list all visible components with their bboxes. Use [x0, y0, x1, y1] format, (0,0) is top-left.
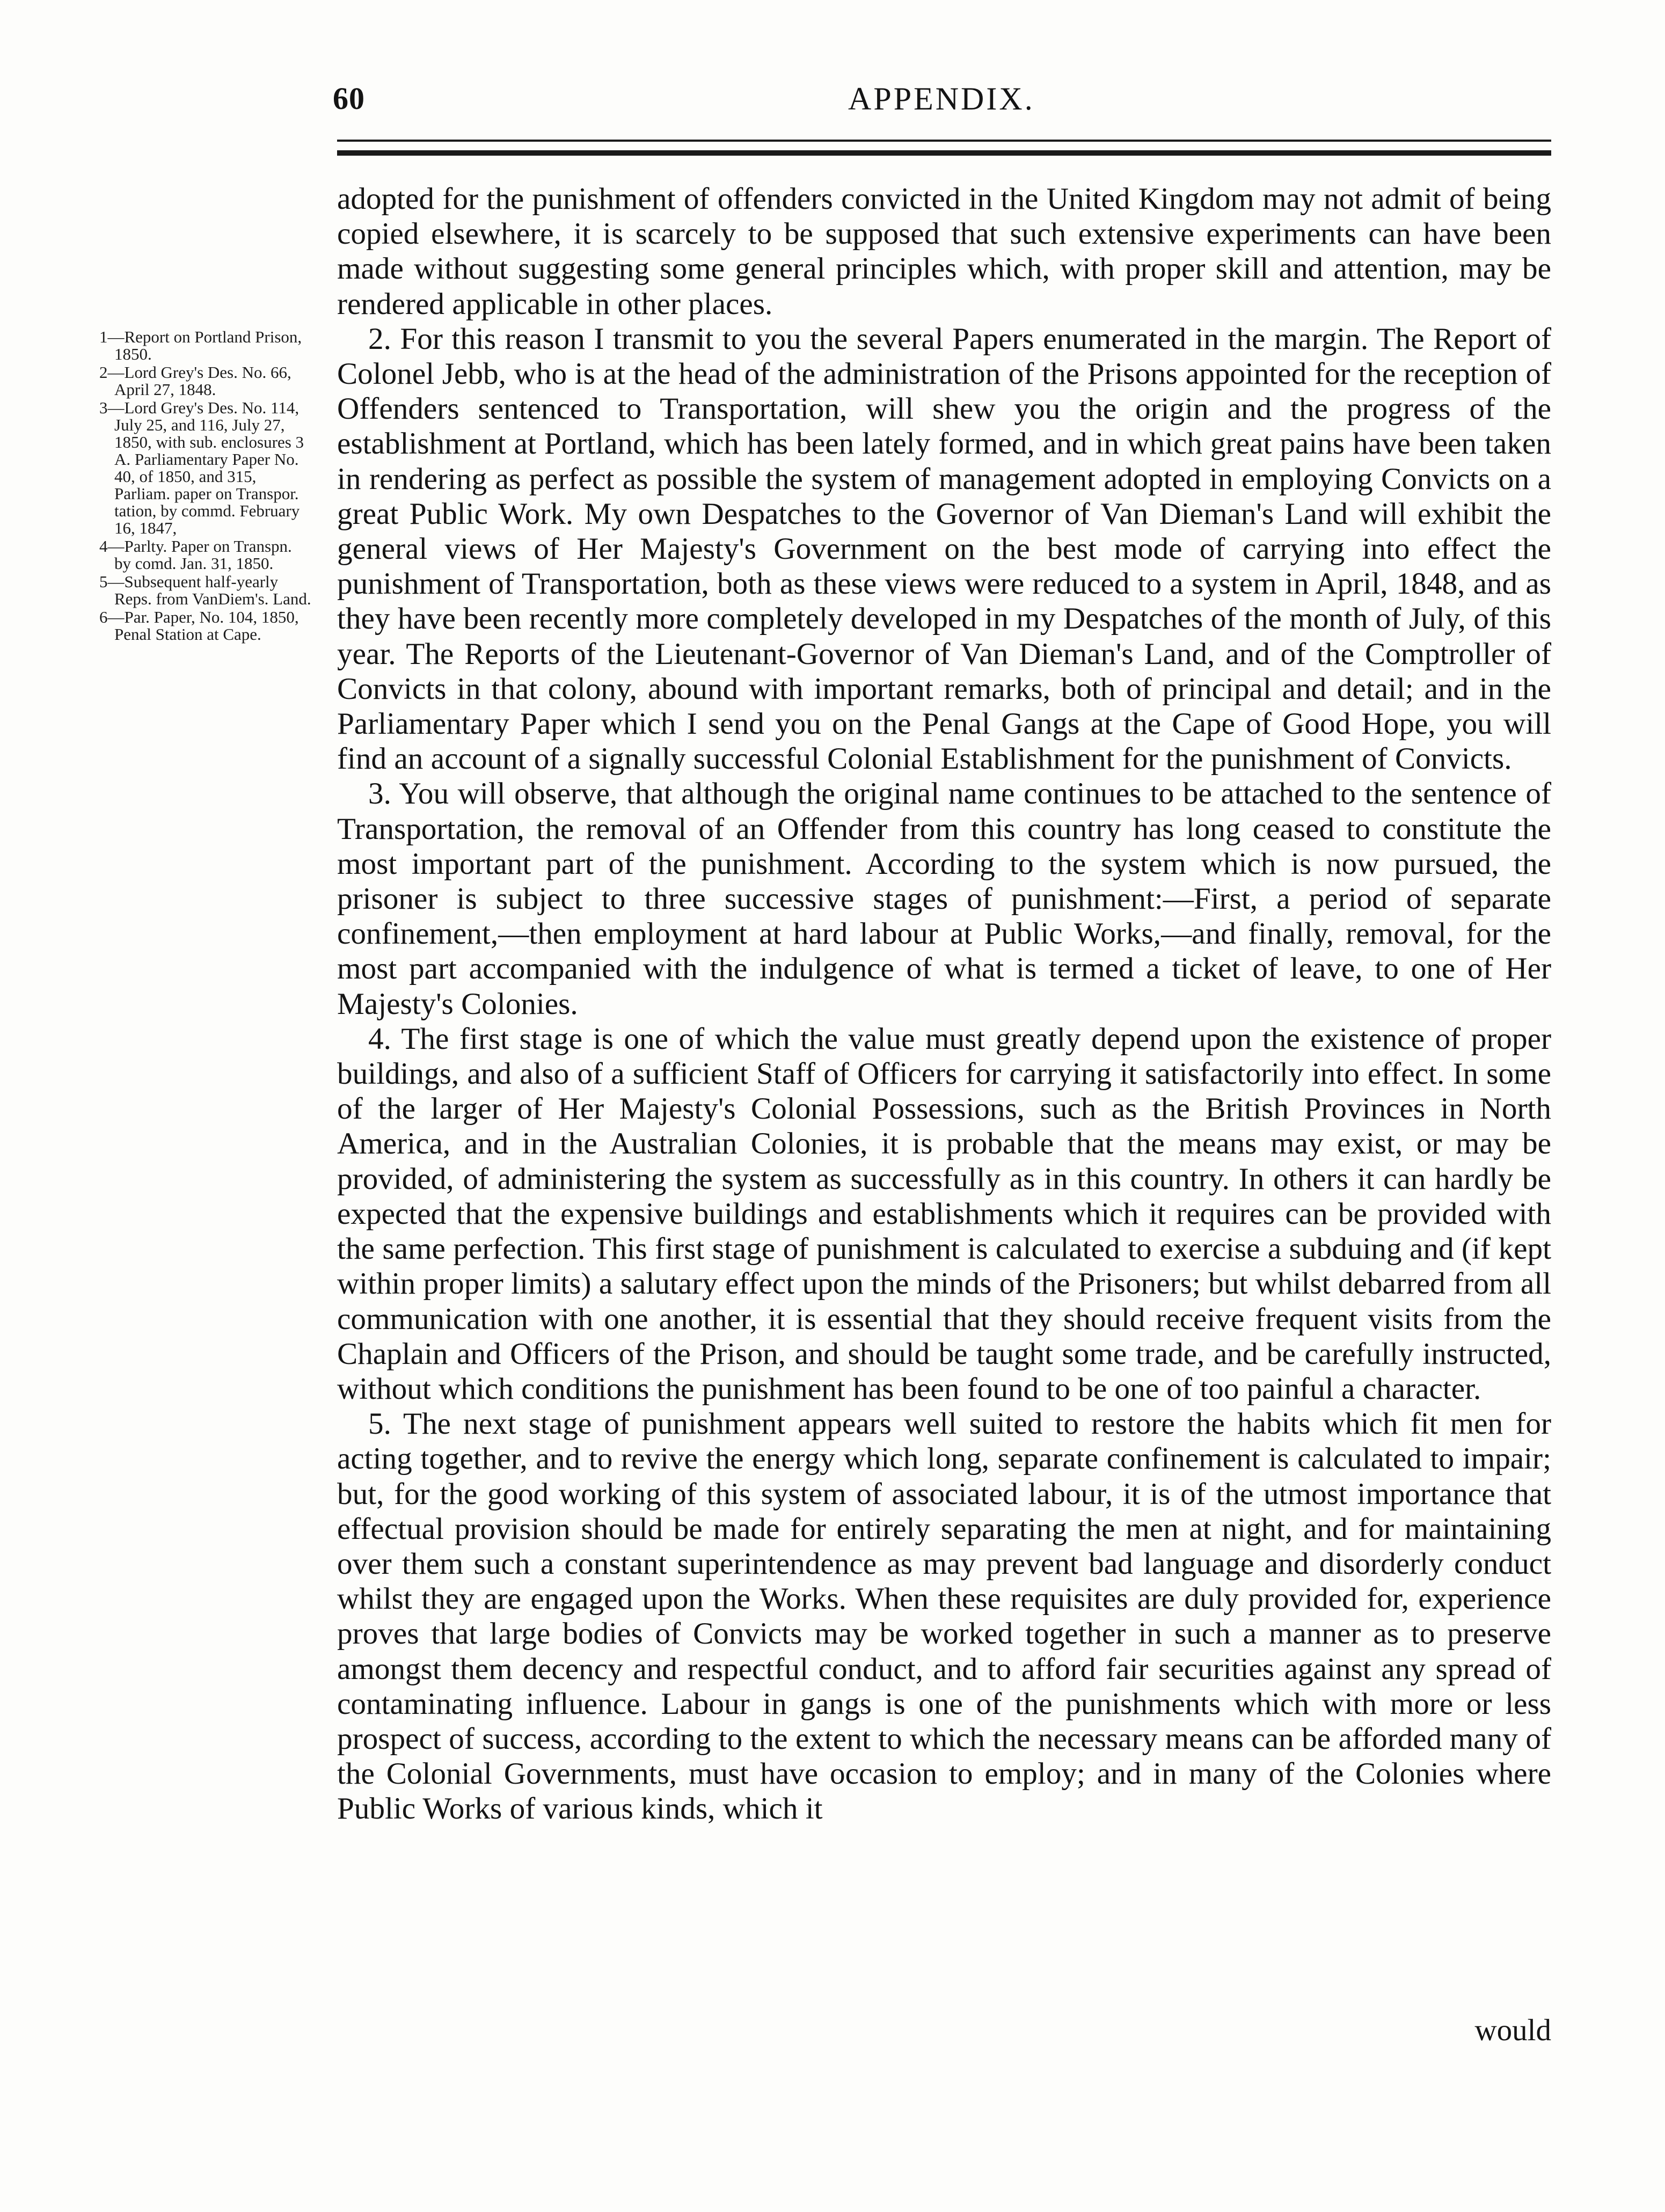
margin-note: 4—Parlty. Paper on Transpn. by comd. Jan. 31, 1850. [99, 537, 292, 573]
running-head [0, 81, 1665, 118]
paragraph-3: 3. You will observe, that although the original name continues to be attached to the sentence of Transportation, the removal of an Offender from this country has long ceased to constitute the most important part of the punishment. According to the system which is now pursued, the prisoner is subject to three successive stages of punishment:—First, a period of separate confinement,—then employment at hard labour at Public Works,—and finally, removal, for the most part accompanied with the indulgence of what is termed a ticket of leave, to one of Her Majesty's Colonies. [337, 777, 1551, 1021]
page-number: 60 [333, 81, 365, 116]
margin-note: 2—Lord Grey's Des. No. 66, April 27, 1848. [99, 363, 291, 399]
margin-notes [99, 328, 311, 644]
section-title: APPENDIX. [848, 81, 1035, 116]
margin-note: 5—Subsequent half-yearly Reps. from VanDiem's. Land. [99, 572, 311, 608]
margin-note: 1—Report on Portland Prison, 1850. [99, 327, 302, 363]
paragraph-5: 5. The next stage of punishment appears well suited to restore the habits which fit men for acting together, and to revive the energy which long, separate confinement is calculated to impair; but, for the good working of this system of associated labour, it is of the utmost importance that effectual provision should be made for entirely separating the men at night, and for maintaining over them such a constant superintendence as may prevent bad language and disorderly conduct whilst they are engaged upon the Works. When these requisites are duly provided for, experience proves that large bodies of Convicts may be worked together in such a manner as to preserve amongst them decency and respectful conduct, and to afford fair securities against any spread of contaminating influence. Labour in gangs is one of the punishments which with more or less prospect of success, according to the extent to which the necessary means can be afforded many of the Colonial Governments, must have occasion to employ; and in many of the Colonies where Public Works of various kinds, which it [337, 1407, 1551, 1826]
catchword: would [1474, 2013, 1551, 2047]
paragraph-4: 4. The first stage is one of which the value must greatly depend upon the existence of proper buildings, and also of a sufficient Staff of Officers for carrying it satisfactorily into effect. In some of the larger of Her Majesty's Colonial Possessions, such as the British Provinces in North America, and in the Australian Colonies, it is probable that the means may exist, or may be provided, of administering the system as successfully as in this country. In others it can hardly be expected that the expensive buildings and establishments which it requires can be provided with the same perfection. This first stage of punishment is calculated to exercise a subduing and (if kept within proper limits) a salutary effect upon the minds of the Prisoners; but whilst debarred from all communication with one another, it is essential that they should receive frequent visits from the Chaplain and Officers of the Prison, and should be taught some trade, and be carefully instructed, without which conditions the punishment has been found to be one of too painful a character. [337, 1021, 1551, 1406]
margin-note: 6—Par. Paper, No. 104, 1850, Penal Station at Cape. [99, 608, 299, 644]
paragraph-continued: adopted for the punishment of offenders convicted in the United Kingdom may not admit of being copied elsewhere, it is scarcely to be supposed that such extensive experiments can have been made without suggesting some general principles which, with proper skill and attention, may be rendered applicable in other places. [337, 182, 1551, 321]
paragraph-2: 2. For this reason I transmit to you the several Papers enumerated in the margin. The Report of Colonel Jebb, who is at the head of the administration of the Prisons appointed for the reception of Offenders sentenced to Transportation, will shew you the origin and the progress of the establishment at Portland, which has been lately formed, and in which great pains have been taken in rendering as perfect as possible the system of management adopted in employing Convicts on a great Public Work. My own Despatches to the Governor of Van Dieman's Land will exhibit the general views of Her Majesty's Government on the best mode of carrying into effect the punishment of Transportation, both as these views were reduced to a system in April, 1848, and as they have been recently more completely developed in my Despatches of the month of July, of this year. The Reports of the Lieutenant-Governor of Van Dieman's Land, and of the Comptroller of Convicts in that colony, abound with important remarks, both of principal and detail; and in the Parliamentary Paper which I send you on the Penal Gangs at the Cape of Good Hope, you will find an account of a signally successful Colonial Establishment for the punishment of Convicts. [337, 322, 1551, 776]
body-text [337, 181, 1551, 1827]
margin-note: 3—Lord Grey's Des. No. 114, July 25, and 116, July 27, 1850, with sub. enclosures 3 A. Parliamentary Paper No. 40, of 1850, and 315, Parliam. paper on Transpor. tation, by commd. February 16, 1847, [99, 398, 304, 537]
header-rule [337, 140, 1551, 156]
